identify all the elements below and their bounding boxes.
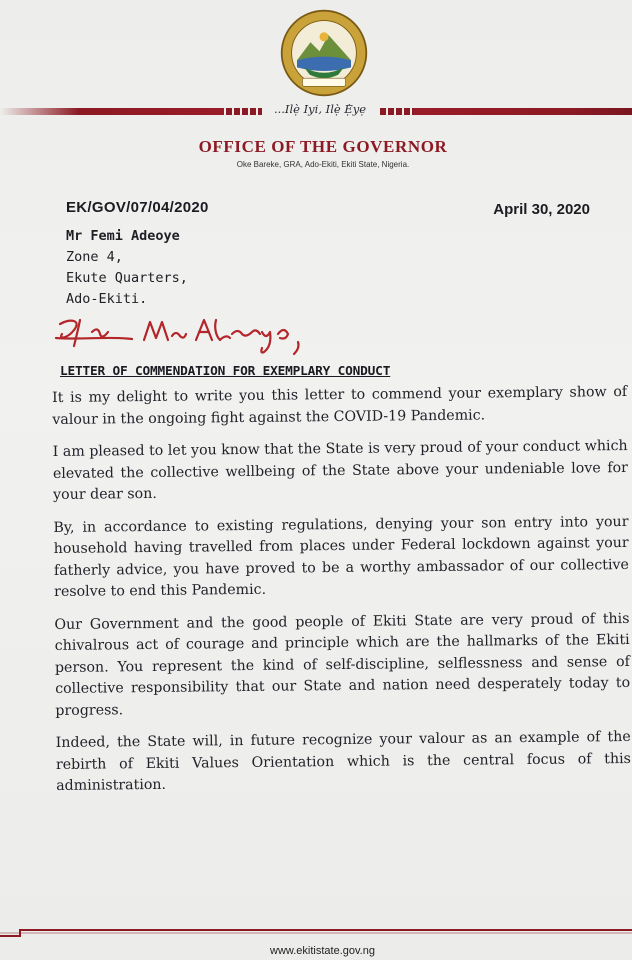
recipient-block <box>66 226 188 310</box>
footer-website-link[interactable]: www.ekitistate.gov.ng <box>270 945 375 957</box>
recipient-address-line: Ado-Ekiti. <box>66 291 148 307</box>
banner-ticks-right <box>380 108 416 115</box>
letter-date: April 30, 2020 <box>493 201 590 218</box>
recipient-address-line: Ekute Quarters, <box>66 270 188 286</box>
footer-divider <box>0 924 632 938</box>
body-paragraph: It is my delight to write you this letter to commend your exemplary show of valour in the ongoing fight against the COVID-19 Pandemic. <box>52 383 628 428</box>
banner-bar-left <box>0 108 224 115</box>
recipient-name: Mr Femi Adeoye <box>66 228 180 244</box>
handwritten-salutation <box>52 312 312 362</box>
body-paragraph: By, in accordance to existing regulations, denying your son entry into your household having travelled from places under Federal lockdown against your fatherly advice, you have proved to be a worthy ambassador of our collective resolve to end this Pandemic. <box>53 513 629 600</box>
letter-subject: LETTER OF COMMENDATION FOR EXEMPLARY CONDUCT <box>60 364 391 379</box>
state-seal-icon <box>279 8 369 98</box>
office-address: Oke Bareke, GRA, Ado-Ekiti, Ekiti State, Nigeria. <box>236 160 410 169</box>
banner-ticks-left <box>226 108 262 115</box>
recipient-address-line: Zone 4, <box>66 249 123 265</box>
body-paragraph: Our Government and the good people of Ekiti State are very proud of this chivalrous act of courage and principle which are the hallmarks of the Ekiti person. You represent the kind of self-discipline, selflessness and sense of collective responsibility that our State and nation need desperately today to progress. <box>54 610 631 719</box>
letter-body <box>52 382 631 808</box>
state-motto: ...Ilẹ̀ Iyi, Ilẹ̀ Ẹ̀yẹ <box>273 102 367 116</box>
body-paragraph: I am pleased to let you know that the State is very proud of your conduct which elevated the collective wellbeing of the State above your undeniable love for your dear son. <box>52 437 628 503</box>
banner-bar-right <box>414 108 632 115</box>
body-paragraph: Indeed, the State will, in future recognize your valour as an example of the rebirth of Ekiti Values Orientation which is the central focus of this administration. <box>55 728 631 794</box>
office-title: OFFICE OF THE GOVERNOR <box>198 137 448 156</box>
reference-number: EK/GOV/07/04/2020 <box>66 199 209 216</box>
